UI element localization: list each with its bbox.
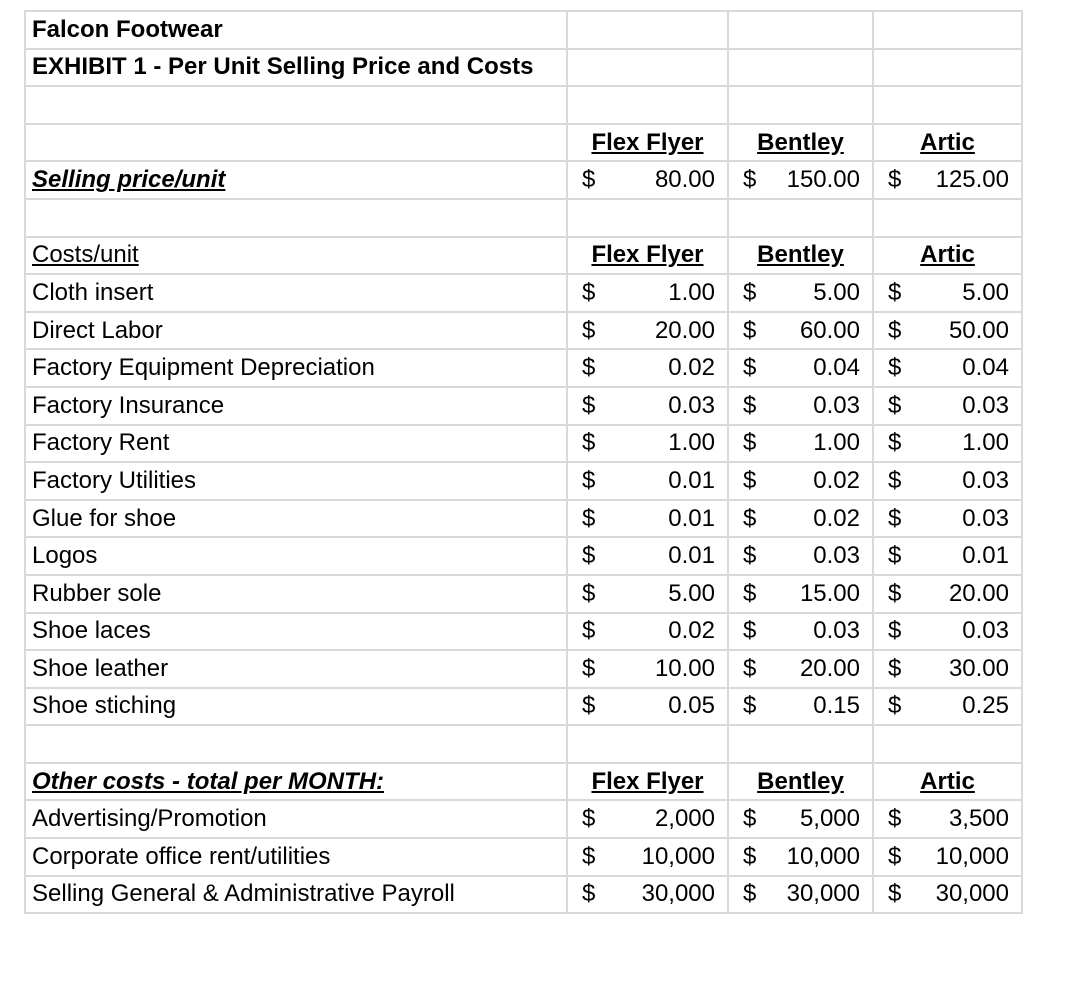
currency-symbol: $ bbox=[743, 842, 757, 870]
empty-cell[interactable] bbox=[25, 124, 567, 162]
company-name-cell[interactable]: Falcon Footwear bbox=[25, 11, 567, 49]
value-flex-flyer[interactable] bbox=[567, 312, 728, 350]
value-bentley[interactable] bbox=[728, 800, 873, 838]
amount: 1.00 bbox=[813, 429, 860, 457]
row-company bbox=[25, 11, 1022, 49]
value-bentley[interactable] bbox=[728, 688, 873, 726]
value-artic[interactable] bbox=[873, 650, 1022, 688]
value-flex-flyer[interactable] bbox=[567, 274, 728, 312]
value-bentley[interactable] bbox=[728, 537, 873, 575]
spreadsheet-body bbox=[25, 11, 1022, 913]
header-artic[interactable]: Artic bbox=[873, 763, 1022, 801]
header-flex-flyer[interactable]: Flex Flyer bbox=[567, 124, 728, 162]
table-row bbox=[25, 349, 1022, 387]
amount: 50.00 bbox=[948, 316, 1009, 344]
currency-symbol: $ bbox=[888, 542, 902, 570]
currency-symbol: $ bbox=[888, 316, 902, 344]
amount: 0.03 bbox=[962, 504, 1009, 532]
amount: 1.00 bbox=[668, 278, 715, 306]
amount: 5,000 bbox=[799, 805, 860, 833]
empty-cell[interactable] bbox=[728, 11, 873, 49]
header-flex-flyer[interactable]: Flex Flyer bbox=[567, 763, 728, 801]
amount: 0.03 bbox=[813, 542, 860, 570]
currency-symbol: $ bbox=[743, 278, 757, 306]
amount: 0.01 bbox=[962, 542, 1009, 570]
amount: 0.04 bbox=[962, 354, 1009, 382]
exhibit-title-cell[interactable]: EXHIBIT 1 - Per Unit Selling Price and Costs bbox=[25, 49, 567, 87]
amount: 80.00 bbox=[654, 166, 715, 194]
value-artic[interactable] bbox=[873, 500, 1022, 538]
value-flex-flyer[interactable] bbox=[567, 537, 728, 575]
value-flex-flyer[interactable] bbox=[567, 838, 728, 876]
currency-symbol: $ bbox=[582, 842, 596, 870]
value-flex-flyer[interactable] bbox=[567, 500, 728, 538]
currency-symbol: $ bbox=[743, 466, 757, 494]
amount: 15.00 bbox=[799, 579, 860, 607]
currency-symbol: $ bbox=[582, 391, 596, 419]
amount: 0.02 bbox=[668, 617, 715, 645]
currency-symbol: $ bbox=[582, 654, 596, 682]
currency-symbol: $ bbox=[743, 391, 757, 419]
row-selling-headers bbox=[25, 124, 1022, 162]
amount: 125.00 bbox=[935, 166, 1009, 194]
currency-symbol: $ bbox=[743, 692, 757, 720]
value-flex-flyer[interactable] bbox=[567, 650, 728, 688]
table-row bbox=[25, 613, 1022, 651]
currency-symbol: $ bbox=[888, 654, 902, 682]
row-blank bbox=[25, 86, 1022, 124]
amount: 0.03 bbox=[962, 391, 1009, 419]
value-bentley[interactable] bbox=[728, 575, 873, 613]
header-flex-flyer[interactable]: Flex Flyer bbox=[567, 237, 728, 275]
table-row bbox=[25, 876, 1022, 914]
amount: 10.00 bbox=[654, 654, 715, 682]
amount: 20.00 bbox=[799, 654, 860, 682]
value-artic[interactable] bbox=[873, 387, 1022, 425]
empty-cell[interactable] bbox=[728, 199, 873, 237]
value-bentley[interactable] bbox=[728, 349, 873, 387]
currency-symbol: $ bbox=[743, 504, 757, 532]
currency-symbol: $ bbox=[888, 504, 902, 532]
table-row bbox=[25, 800, 1022, 838]
empty-cell[interactable] bbox=[25, 725, 567, 763]
value-bentley[interactable] bbox=[728, 274, 873, 312]
selling-price-label[interactable]: Selling price/unit bbox=[25, 161, 567, 199]
value-flex-flyer[interactable] bbox=[567, 425, 728, 463]
currency-symbol: $ bbox=[888, 466, 902, 494]
currency-symbol: $ bbox=[888, 842, 902, 870]
amount: 30,000 bbox=[641, 880, 715, 908]
header-artic[interactable]: Artic bbox=[873, 124, 1022, 162]
currency-symbol: $ bbox=[888, 166, 902, 194]
selling-price-artic[interactable] bbox=[873, 161, 1022, 199]
amount: 0.04 bbox=[813, 354, 860, 382]
row-costs-headers bbox=[25, 237, 1022, 275]
empty-cell[interactable] bbox=[728, 725, 873, 763]
currency-symbol: $ bbox=[743, 617, 757, 645]
amount: 30,000 bbox=[935, 880, 1009, 908]
currency-symbol: $ bbox=[582, 617, 596, 645]
selling-price-bentley[interactable] bbox=[728, 161, 873, 199]
value-artic[interactable] bbox=[873, 613, 1022, 651]
amount: 2,000 bbox=[654, 805, 715, 833]
currency-symbol: $ bbox=[888, 692, 902, 720]
table-row bbox=[25, 387, 1022, 425]
table-row bbox=[25, 537, 1022, 575]
row-blank bbox=[25, 725, 1022, 763]
table-row bbox=[25, 425, 1022, 463]
row-label[interactable]: Advertising/Promotion bbox=[25, 800, 567, 838]
amount: 10,000 bbox=[641, 842, 715, 870]
selling-price-flex-flyer[interactable] bbox=[567, 161, 728, 199]
value-bentley[interactable] bbox=[728, 838, 873, 876]
row-exhibit-title bbox=[25, 49, 1022, 87]
header-artic[interactable]: Artic bbox=[873, 237, 1022, 275]
amount: 0.02 bbox=[668, 354, 715, 382]
value-artic[interactable] bbox=[873, 312, 1022, 350]
currency-symbol: $ bbox=[888, 429, 902, 457]
table-row bbox=[25, 462, 1022, 500]
row-label[interactable]: Shoe laces bbox=[25, 613, 567, 651]
row-label[interactable]: Glue for shoe bbox=[25, 500, 567, 538]
currency-symbol: $ bbox=[888, 278, 902, 306]
amount: 30.00 bbox=[948, 654, 1009, 682]
amount: 0.01 bbox=[668, 504, 715, 532]
value-artic[interactable] bbox=[873, 274, 1022, 312]
amount: 150.00 bbox=[786, 166, 860, 194]
currency-symbol: $ bbox=[743, 880, 757, 908]
empty-cell[interactable] bbox=[25, 86, 567, 124]
header-bentley[interactable]: Bentley bbox=[728, 763, 873, 801]
empty-cell[interactable] bbox=[873, 11, 1022, 49]
amount: 0.05 bbox=[668, 692, 715, 720]
amount: 1.00 bbox=[962, 429, 1009, 457]
amount: 10,000 bbox=[935, 842, 1009, 870]
costs-section-label[interactable]: Costs/unit bbox=[25, 237, 567, 275]
value-flex-flyer[interactable] bbox=[567, 800, 728, 838]
amount: 20.00 bbox=[948, 579, 1009, 607]
currency-symbol: $ bbox=[888, 354, 902, 382]
amount: 0.03 bbox=[813, 391, 860, 419]
value-artic[interactable] bbox=[873, 688, 1022, 726]
currency-symbol: $ bbox=[582, 278, 596, 306]
table-row bbox=[25, 650, 1022, 688]
row-blank bbox=[25, 199, 1022, 237]
value-bentley[interactable] bbox=[728, 613, 873, 651]
amount: 0.03 bbox=[668, 391, 715, 419]
table-row bbox=[25, 838, 1022, 876]
row-label[interactable]: Corporate office rent/utilities bbox=[25, 838, 567, 876]
row-label[interactable]: Direct Labor bbox=[25, 312, 567, 350]
amount: 0.02 bbox=[813, 466, 860, 494]
table-row bbox=[25, 500, 1022, 538]
value-bentley[interactable] bbox=[728, 650, 873, 688]
header-bentley[interactable]: Bentley bbox=[728, 124, 873, 162]
value-bentley[interactable] bbox=[728, 425, 873, 463]
amount: 0.03 bbox=[962, 617, 1009, 645]
currency-symbol: $ bbox=[743, 354, 757, 382]
currency-symbol: $ bbox=[582, 579, 596, 607]
table-row bbox=[25, 274, 1022, 312]
value-artic[interactable] bbox=[873, 800, 1022, 838]
currency-symbol: $ bbox=[743, 429, 757, 457]
empty-cell[interactable] bbox=[873, 725, 1022, 763]
value-flex-flyer[interactable] bbox=[567, 575, 728, 613]
currency-symbol: $ bbox=[582, 466, 596, 494]
empty-cell[interactable] bbox=[873, 86, 1022, 124]
currency-symbol: $ bbox=[582, 354, 596, 382]
currency-symbol: $ bbox=[582, 166, 596, 194]
currency-symbol: $ bbox=[582, 542, 596, 570]
row-selling-price bbox=[25, 161, 1022, 199]
value-artic[interactable] bbox=[873, 575, 1022, 613]
empty-cell[interactable] bbox=[567, 725, 728, 763]
currency-symbol: $ bbox=[582, 880, 596, 908]
amount: 5.00 bbox=[813, 278, 860, 306]
amount: 5.00 bbox=[962, 278, 1009, 306]
amount: 10,000 bbox=[786, 842, 860, 870]
value-artic[interactable] bbox=[873, 838, 1022, 876]
value-artic[interactable] bbox=[873, 876, 1022, 914]
row-label[interactable]: Shoe leather bbox=[25, 650, 567, 688]
row-label[interactable]: Cloth insert bbox=[25, 274, 567, 312]
empty-cell[interactable] bbox=[567, 199, 728, 237]
table-row bbox=[25, 312, 1022, 350]
value-bentley[interactable] bbox=[728, 876, 873, 914]
currency-symbol: $ bbox=[582, 316, 596, 344]
row-label[interactable]: Factory Rent bbox=[25, 425, 567, 463]
currency-symbol: $ bbox=[743, 166, 757, 194]
empty-cell[interactable] bbox=[567, 11, 728, 49]
row-label[interactable]: Factory Equipment Depreciation bbox=[25, 349, 567, 387]
currency-symbol: $ bbox=[582, 692, 596, 720]
row-label[interactable]: Factory Utilities bbox=[25, 462, 567, 500]
amount: 0.01 bbox=[668, 542, 715, 570]
value-bentley[interactable] bbox=[728, 500, 873, 538]
empty-cell[interactable] bbox=[25, 199, 567, 237]
value-flex-flyer[interactable] bbox=[567, 387, 728, 425]
amount: 0.25 bbox=[962, 692, 1009, 720]
amount: 0.15 bbox=[813, 692, 860, 720]
currency-symbol: $ bbox=[582, 429, 596, 457]
value-bentley[interactable] bbox=[728, 387, 873, 425]
currency-symbol: $ bbox=[582, 504, 596, 532]
currency-symbol: $ bbox=[888, 617, 902, 645]
row-label[interactable]: Rubber sole bbox=[25, 575, 567, 613]
amount: 0.01 bbox=[668, 466, 715, 494]
currency-symbol: $ bbox=[888, 880, 902, 908]
value-bentley[interactable] bbox=[728, 312, 873, 350]
row-other-headers bbox=[25, 763, 1022, 801]
empty-cell[interactable] bbox=[873, 199, 1022, 237]
amount: 60.00 bbox=[799, 316, 860, 344]
value-artic[interactable] bbox=[873, 537, 1022, 575]
amount: 0.03 bbox=[813, 617, 860, 645]
currency-symbol: $ bbox=[743, 805, 757, 833]
value-bentley[interactable] bbox=[728, 462, 873, 500]
currency-symbol: $ bbox=[888, 391, 902, 419]
amount: 20.00 bbox=[654, 316, 715, 344]
value-artic[interactable] bbox=[873, 462, 1022, 500]
value-flex-flyer[interactable] bbox=[567, 613, 728, 651]
empty-cell[interactable] bbox=[567, 86, 728, 124]
currency-symbol: $ bbox=[743, 654, 757, 682]
row-label[interactable]: Factory Insurance bbox=[25, 387, 567, 425]
empty-cell[interactable] bbox=[728, 86, 873, 124]
empty-cell[interactable] bbox=[873, 49, 1022, 87]
value-artic[interactable] bbox=[873, 425, 1022, 463]
row-label[interactable]: Selling General & Administrative Payroll bbox=[25, 876, 567, 914]
currency-symbol: $ bbox=[888, 579, 902, 607]
amount: 1.00 bbox=[668, 429, 715, 457]
empty-cell[interactable] bbox=[567, 49, 728, 87]
currency-symbol: $ bbox=[743, 579, 757, 607]
table-row bbox=[25, 688, 1022, 726]
currency-symbol: $ bbox=[743, 542, 757, 570]
table-row bbox=[25, 575, 1022, 613]
currency-symbol: $ bbox=[582, 805, 596, 833]
row-label[interactable]: Shoe stiching bbox=[25, 688, 567, 726]
empty-cell[interactable] bbox=[728, 49, 873, 87]
amount: 30,000 bbox=[786, 880, 860, 908]
row-label[interactable]: Logos bbox=[25, 537, 567, 575]
amount: 0.02 bbox=[813, 504, 860, 532]
value-flex-flyer[interactable] bbox=[567, 876, 728, 914]
value-flex-flyer[interactable] bbox=[567, 688, 728, 726]
header-bentley[interactable]: Bentley bbox=[728, 237, 873, 275]
amount: 0.03 bbox=[962, 466, 1009, 494]
value-artic[interactable] bbox=[873, 349, 1022, 387]
currency-symbol: $ bbox=[888, 805, 902, 833]
amount: 5.00 bbox=[668, 579, 715, 607]
value-flex-flyer[interactable] bbox=[567, 462, 728, 500]
other-costs-section-label[interactable]: Other costs - total per MONTH: bbox=[25, 763, 567, 801]
spreadsheet-table bbox=[24, 10, 1023, 914]
amount: 3,500 bbox=[948, 805, 1009, 833]
currency-symbol: $ bbox=[743, 316, 757, 344]
value-flex-flyer[interactable] bbox=[567, 349, 728, 387]
